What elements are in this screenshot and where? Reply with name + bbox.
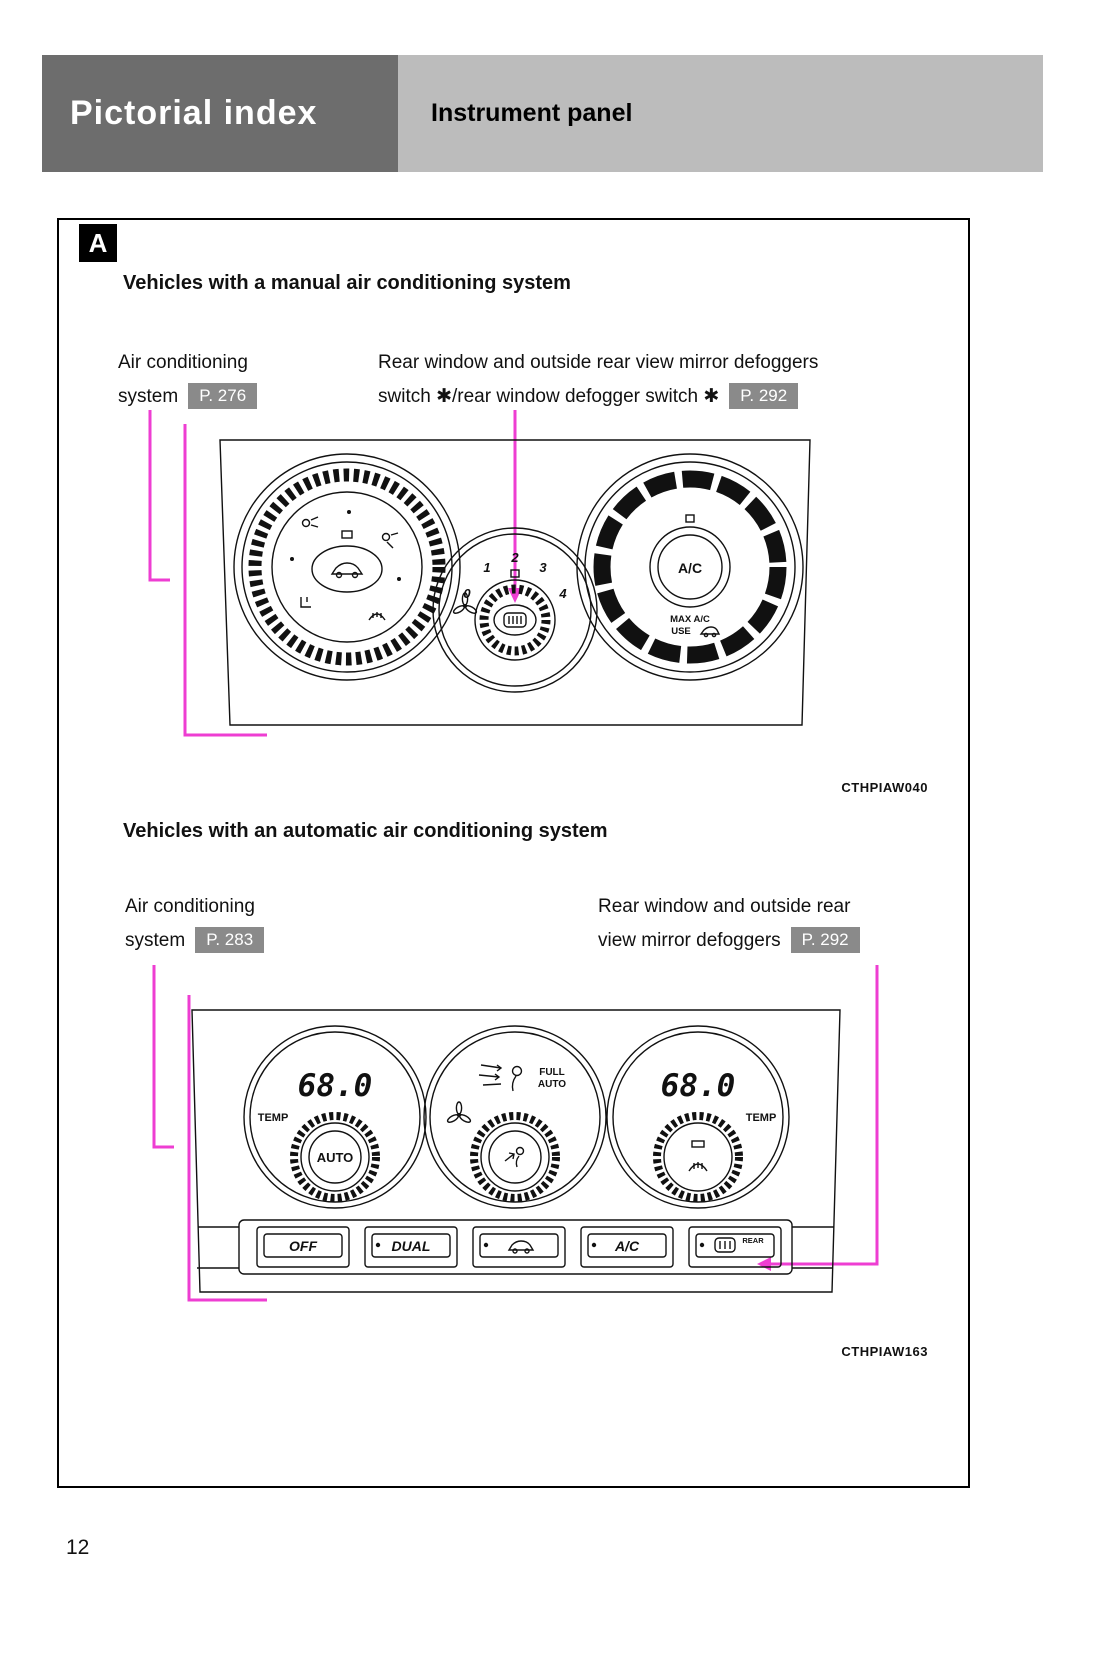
callout-text-line: Air conditioning xyxy=(125,896,255,917)
auto-ac-panel-figure xyxy=(59,965,972,1340)
page-ref-badge: P. 292 xyxy=(791,927,860,953)
manual-right-callout xyxy=(378,346,818,414)
vent-direction-icon xyxy=(505,1148,524,1168)
front-defogger-icon xyxy=(689,1162,707,1171)
fan-speed-2: 2 xyxy=(511,550,519,565)
windshield-defrost-icon xyxy=(369,612,385,620)
dual-button-label: DUAL xyxy=(391,1238,431,1254)
off-button-label: OFF xyxy=(289,1238,317,1254)
ac-button-label: A/C xyxy=(677,560,703,576)
fan-icon xyxy=(446,1102,471,1124)
temp-label-left: TEMP xyxy=(257,1112,289,1124)
indicator-dot xyxy=(700,1243,704,1247)
chapter-title: Instrument panel xyxy=(431,99,633,127)
passenger-temp-display: 68.0 xyxy=(660,1068,736,1104)
max-ac-label: MAX A/C xyxy=(670,614,710,625)
callout-text-line xyxy=(118,380,257,414)
callout-arrowhead-icon xyxy=(757,1257,771,1271)
vent-bilevel-icon xyxy=(383,533,399,548)
rear-button-label: REAR xyxy=(742,1236,764,1245)
auto-ac-heading: Vehicles with an automatic air conditioning system xyxy=(123,820,608,842)
indicator-dot xyxy=(484,1243,488,1247)
callout-text: view mirror defoggers xyxy=(598,930,781,951)
callout-text-line: Rear window and outside rear view mirror defoggers xyxy=(378,352,819,373)
vent-face-icon xyxy=(303,517,319,527)
temp-label-right: TEMP xyxy=(745,1112,777,1124)
figure-code-manual: CTHPIAW040 xyxy=(841,780,928,795)
recirculation-car-icon xyxy=(509,1241,533,1253)
dial-indicator xyxy=(686,515,694,522)
content-frame xyxy=(57,218,970,1488)
callout-text-line xyxy=(378,380,818,414)
indicator-dot xyxy=(376,1243,380,1247)
knob-indicator xyxy=(692,1141,704,1147)
dial-dot xyxy=(397,577,401,581)
section-title: Pictorial index xyxy=(70,94,318,132)
indicator-dot xyxy=(592,1243,596,1247)
auto-left-callout xyxy=(125,890,264,958)
section-badge: A xyxy=(79,224,117,262)
callout-text: system xyxy=(118,386,179,407)
page-header xyxy=(42,55,1043,172)
recirculation-car-icon xyxy=(332,563,362,578)
chapter-title-block xyxy=(398,55,1043,172)
manual-left-callout xyxy=(118,346,257,414)
mode-knob xyxy=(474,1116,556,1198)
page-ref-badge: P. 283 xyxy=(195,927,264,953)
page-number: 12 xyxy=(66,1536,90,1559)
fresh-air-car-icon xyxy=(701,627,719,637)
callout-text-line xyxy=(125,924,264,958)
fan-speed-3: 3 xyxy=(539,560,547,575)
callout-text-line xyxy=(598,924,860,958)
fan-speed-1: 1 xyxy=(483,560,491,575)
ac-button-label: A/C xyxy=(614,1238,640,1254)
mode-cluster xyxy=(424,1026,606,1208)
callout-text-line: Rear window and outside rear xyxy=(598,896,851,917)
callout-text: system xyxy=(125,930,186,951)
callout-line-ac-system-2 xyxy=(185,424,267,735)
callout-text-line: Air conditioning xyxy=(118,352,248,373)
callout-text: switch ✱/rear window defogger switch ✱ xyxy=(378,386,720,407)
button-bar xyxy=(239,1220,792,1274)
rear-defogger-icon xyxy=(715,1238,735,1252)
vent-feet-icon xyxy=(301,597,311,607)
front-defogger-knob xyxy=(657,1116,739,1198)
recirculation-button xyxy=(473,1227,565,1267)
airflow-person-icon xyxy=(479,1065,522,1091)
fan-speed-4: 4 xyxy=(559,586,567,601)
callout-line-ac-system xyxy=(150,410,170,580)
callout-line-ac-system xyxy=(154,965,174,1147)
dial-dot xyxy=(347,510,351,514)
page-ref-badge: P. 276 xyxy=(188,383,257,409)
max-ac-use-label: USE xyxy=(671,626,691,637)
full-auto-label-2: AUTO xyxy=(537,1079,567,1090)
manual-ac-panel-figure xyxy=(59,410,972,750)
dial-indicator xyxy=(342,531,352,538)
manual-ac-heading: Vehicles with a manual air conditioning system xyxy=(123,272,571,294)
driver-temp-display: 68.0 xyxy=(297,1068,373,1104)
dial-dot xyxy=(290,557,294,561)
section-title-block xyxy=(42,55,398,172)
auto-knob-label: AUTO xyxy=(316,1150,354,1165)
auto-right-callout xyxy=(598,890,860,958)
page-ref-badge: P. 292 xyxy=(729,383,798,409)
fan-speed-0: 0 xyxy=(463,586,471,601)
figure-code-auto: CTHPIAW163 xyxy=(841,1344,928,1359)
airflow-mode-dial xyxy=(234,454,460,680)
rear-defogger-icon xyxy=(504,613,526,627)
full-auto-label: FULL xyxy=(539,1067,565,1078)
